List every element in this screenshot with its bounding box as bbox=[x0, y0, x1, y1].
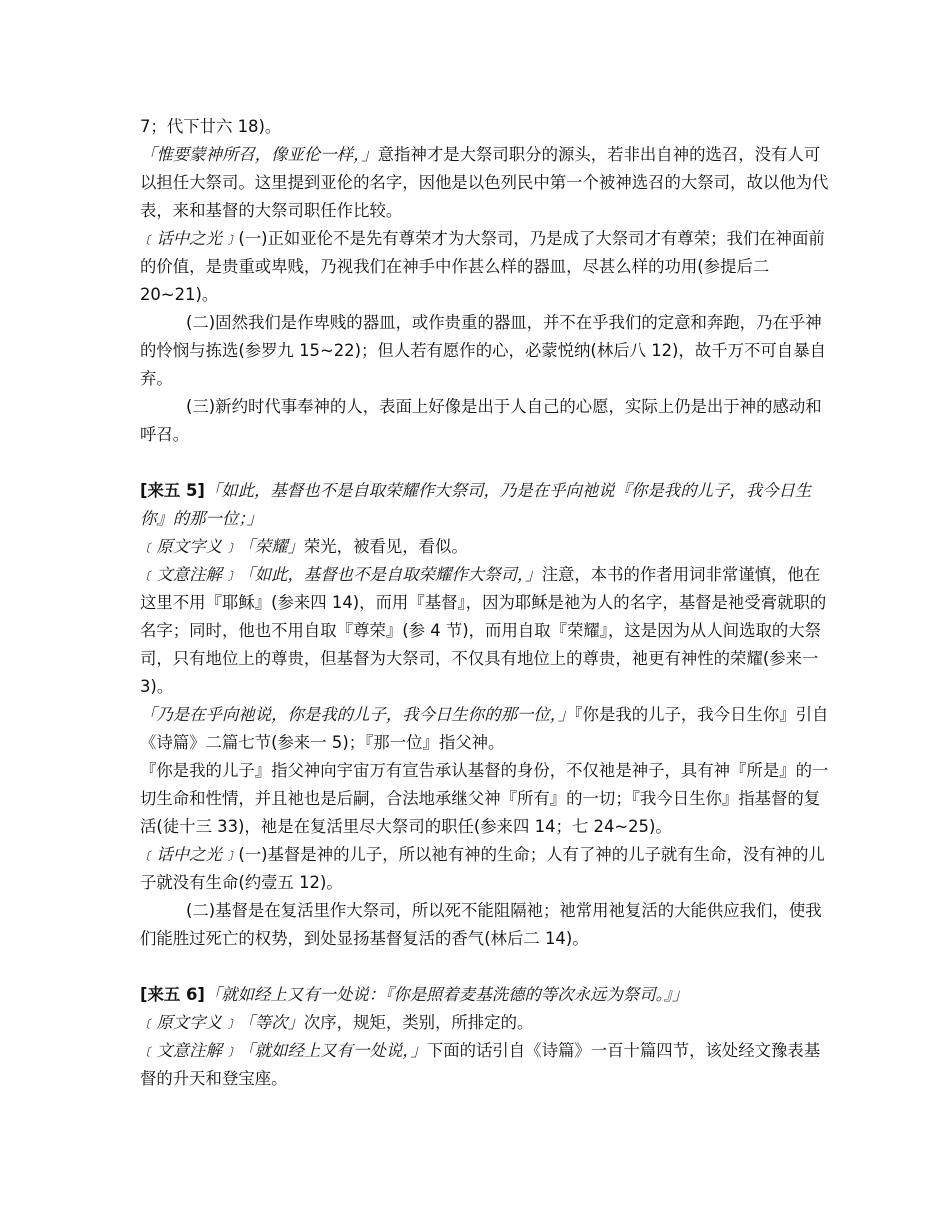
italic-text: 「乃是在乎向祂说，你是我的儿子，我今日生你的那一位，」 bbox=[140, 705, 575, 724]
body-text: (一)正如亚伦不是先有尊荣才为大祭司，乃是成了大祭司才有尊荣；我们在神面前的价值，是贵重或卑贱，乃视我们在神手中作甚么样的器皿，尽甚么样的功用(参提后二 20~21)。 bbox=[140, 229, 825, 304]
italic-text: 「惟要蒙神所召，像亚伦一样，」 bbox=[140, 145, 378, 164]
verse-reference: [来五 6] bbox=[140, 985, 205, 1004]
italic-text: ﹝文意注解﹞「如此，基督也不是自取荣耀作大祭司，」 bbox=[140, 565, 542, 584]
paragraph bbox=[140, 561, 830, 701]
paragraph bbox=[140, 113, 830, 141]
paragraph-gap bbox=[140, 449, 830, 477]
body-text: (二)固然我们是作卑贱的器皿，或作贵重的器皿，并不在乎我们的定意和奔跑，乃在乎神的怜悯与拣选(参罗九 15~22)；但人若有愿作的心，必蒙悦纳(林后八 12)，故千万不可自暴自弃。 bbox=[140, 313, 826, 388]
body-text: (二)基督是在复活里作大祭司，所以死不能阻隔祂；祂常用祂复活的大能供应我们，使我们能胜过死亡的权势，到处显扬基督复活的香气(林后二 14)。 bbox=[140, 901, 822, 948]
paragraph bbox=[140, 533, 830, 561]
paragraph bbox=[140, 1009, 830, 1037]
italic-text: 「如此，基督也不是自取荣耀作大祭司，乃是在乎向祂说『你是我的儿子，我今日生你』的那一位；」 bbox=[140, 481, 812, 528]
paragraph bbox=[140, 701, 830, 757]
body-text: 7；代下廿六 18)。 bbox=[140, 117, 282, 136]
paragraph bbox=[140, 225, 830, 309]
paragraph bbox=[140, 841, 830, 897]
body-text: 次序，规矩，类别，所排定的。 bbox=[303, 1013, 534, 1032]
paragraph bbox=[140, 141, 830, 225]
body-text: (三)新约时代事奉神的人，表面上好像是出于人自己的心愿，实际上仍是出于神的感动和呼召。 bbox=[140, 397, 822, 444]
body-text: (一)基督是神的儿子，所以祂有神的生命；人有了神的儿子就有生命，没有神的儿子就没有生命(约壹五 12)。 bbox=[140, 845, 825, 892]
paragraph bbox=[140, 757, 830, 841]
body-text: 下面的话引自《诗篇》一百十篇四节，该处经文豫表基督的升天和登宝座。 bbox=[140, 1041, 821, 1088]
verse-reference: [来五 5] bbox=[140, 481, 205, 500]
italic-text: ﹝原文字义﹞「等次」 bbox=[140, 1013, 304, 1032]
italic-text: ﹝原文字义﹞「荣耀」 bbox=[140, 537, 304, 556]
paragraph bbox=[140, 477, 830, 533]
body-text: 荣光，被看见，看似。 bbox=[303, 537, 468, 556]
italic-text: ﹝话中之光﹞ bbox=[140, 845, 239, 864]
italic-text: ﹝文意注解﹞「就如经上又有一处说，」 bbox=[140, 1041, 427, 1060]
italic-text: ﹝话中之光﹞ bbox=[140, 229, 239, 248]
paragraph bbox=[140, 393, 830, 449]
body-text: 『你是我的儿子，我今日生你』引自《诗篇》二篇七节(参来一 5)；『那一位』指父神。 bbox=[140, 705, 829, 752]
paragraph bbox=[140, 981, 830, 1009]
paragraph bbox=[140, 1037, 830, 1093]
body-text: 注意，本书的作者用词非常谨慎，他在这里不用『耶稣』(参来四 14)，而用『基督』，因为耶稣是祂为人的名字，基督是祂受膏就职的名字；同时，他也不用自取『尊荣』(参 4 节)，而用自取『荣耀』，这是因为从人间选取的大祭司，只有地位上的尊贵，但基督为大祭司，不仅具有地位上的尊贵，祂更有神性的荣耀(参来一 3)。 bbox=[140, 565, 827, 696]
document-page bbox=[140, 113, 830, 1093]
italic-text: 「就如经上又有一处说：『你是照着麦基洗德的等次永远为祭司。』」 bbox=[204, 985, 689, 1004]
paragraph bbox=[140, 897, 830, 953]
body-text: 意指神才是大祭司职分的源头，若非出自神的选召，没有人可以担任大祭司。这里提到亚伦的名字，因他是以色列民中第一个被神选召的大祭司，故以他为代表，来和基督的大祭司职任作比较。 bbox=[140, 145, 829, 220]
paragraph-gap bbox=[140, 953, 830, 981]
paragraph bbox=[140, 309, 830, 393]
body-text: 『你是我的儿子』指父神向宇宙万有宣告承认基督的身份，不仅祂是神子，具有神『所是』的一切生命和性情，并且祂也是后嗣，合法地承继父神『所有』的一切；『我今日生你』指基督的复活(徒十三 33)，祂是在复活里尽大祭司的职任(参来四 14；七 24~25)。 bbox=[140, 761, 829, 836]
